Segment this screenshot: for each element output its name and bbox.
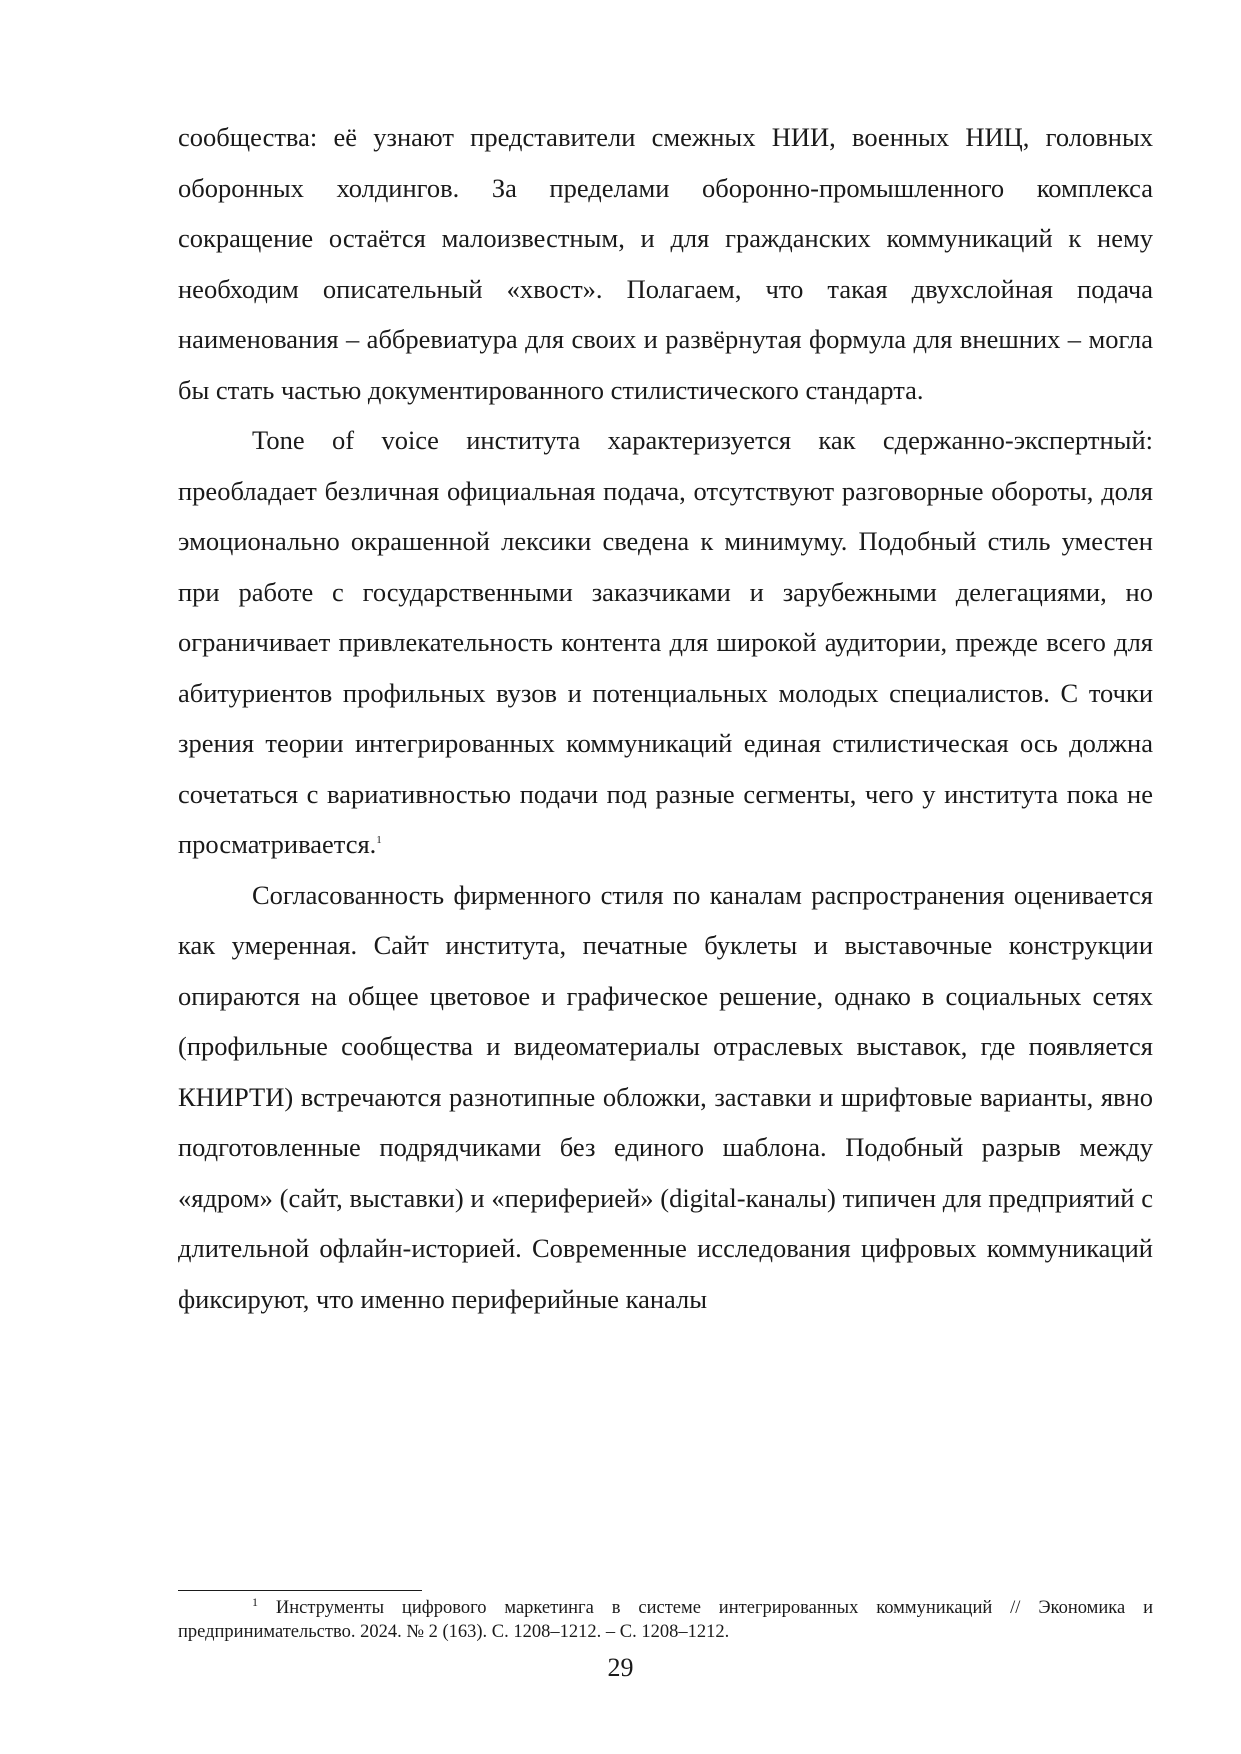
- paragraph-brand-consistency: [178, 870, 1153, 1325]
- paragraph-tone-of-voice: [178, 415, 1153, 870]
- paragraph-text: Tone of voice института характеризуется как сдержанно-экспертный: преобладает безличная официальная подача, отсутствуют разговорные обороты, доля эмоционально окрашенной лексики сведена к минимуму. Подобный стиль уместен при работе с государственными заказчиками и зарубежными делегациями, но ограничивает привлекательность контента для широкой аудитории, прежде всего для абитуриентов профильных вузов и потенциальных молодых специалистов. С точки зрения теории интегрированных коммуникаций единая стилистическая ось должна сочетаться с вариативностью подачи под разные сегменты, чего у института пока не просматривается.: [178, 425, 1153, 859]
- body-text: [178, 112, 1153, 1324]
- paragraph-continuation: [178, 112, 1153, 415]
- page-number: 29: [607, 1653, 634, 1682]
- footnote-text: Инструменты цифрового маркетинга в системе интегрированных коммуникаций // Экономика и предпринимательство. 2024. № 2 (163). С. 1208–1212. – С. 1208–1212.: [178, 1598, 1153, 1642]
- footnote-mark: 1: [252, 1594, 258, 1609]
- footnote-reference[interactable]: 1: [376, 834, 382, 847]
- footnote: [178, 1596, 1153, 1644]
- paragraph-text: Согласованность фирменного стиля по каналам распространения оценивается как умеренная. Сайт института, печатные буклеты и выставочные конструкции опираются на общее цветовое и графическое решение, однако в социальных сетях (профильные сообщества и видеоматериалы отраслевых выставок, где появляется КНИРТИ) встречаются разнотипные обложки, заставки и шрифтовые варианты, явно подготовленные подрядчиками без единого шаблона. Подобный разрыв между «ядром» (сайт, выставки) и «периферией» (digital-каналы) типичен для предприятий с длительной офлайн-историей. Современные исследования цифровых коммуникаций фиксируют, что именно периферийные каналы: [178, 879, 1153, 1314]
- footnote-separator: [178, 1590, 422, 1591]
- paragraph-text: сообщества: её узнают представители смежных НИИ, военных НИЦ, головных оборонных холдингов. За пределами оборонно-промышленного комплекса сокращение остаётся малоизвестным, и для гражданских коммуникаций к нему необходим описательный «хвост». Полагаем, что такая двухслойная подача наименования – аббревиатура для своих и развёрнутая формула для внешних – могла бы стать частью документированного стилистического стандарта.: [178, 122, 1153, 405]
